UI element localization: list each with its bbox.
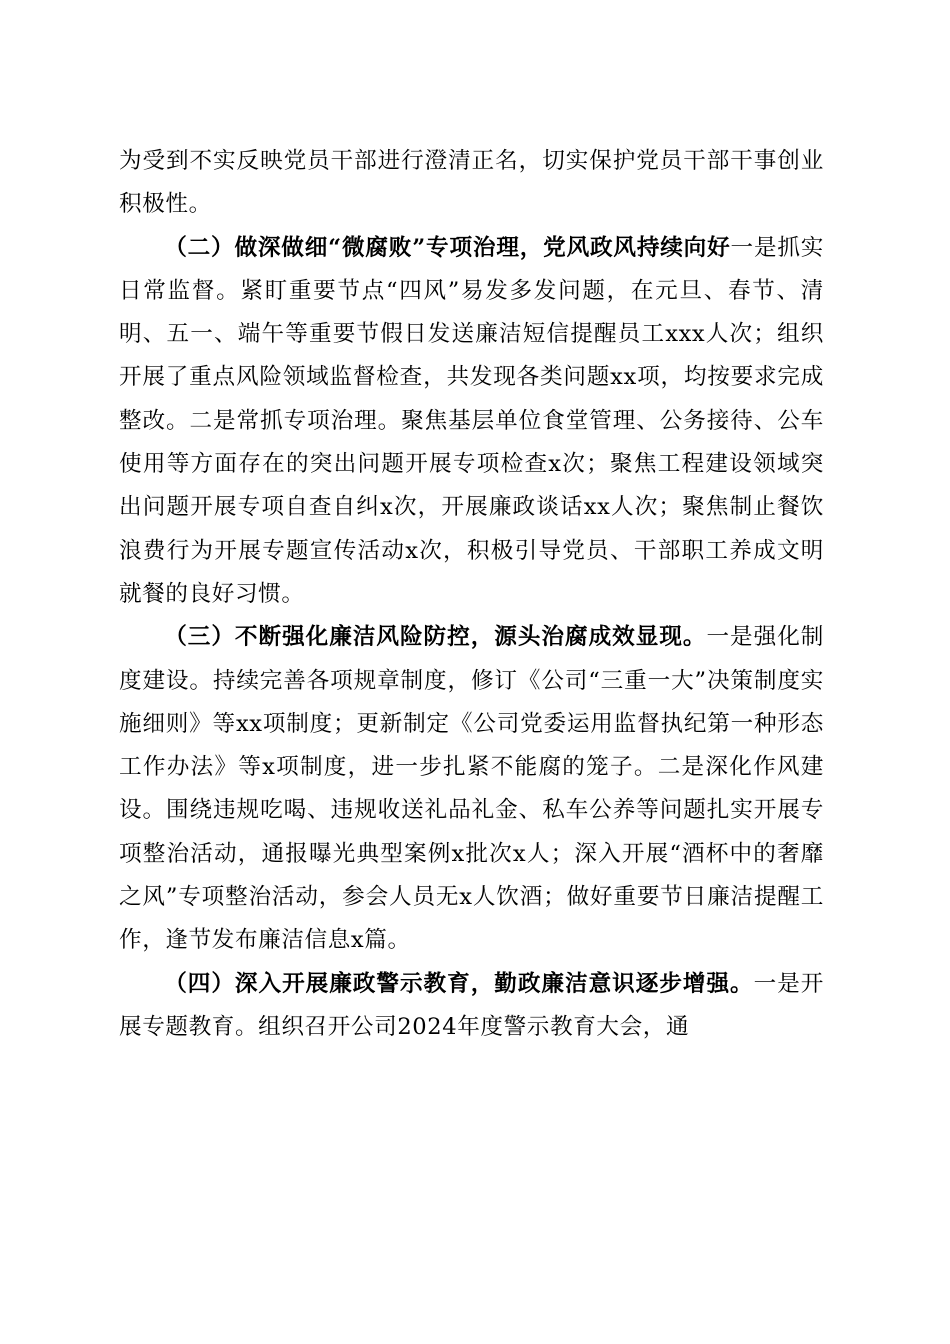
section-heading: （二）做深做细“微腐败”专项治理，党风政风持续向好 [164,234,731,261]
paragraph-section-4 [119,963,824,1050]
paragraph-continuation [119,140,824,227]
paragraph-text: 一是开展专题教育。组织召开公司2024年度警示教育大会，通 [119,970,824,1040]
section-heading: （四）深入开展廉政警示教育，勤政廉洁意识逐步增强。 [164,970,754,997]
document-body [119,140,824,1049]
paragraph-section-3 [119,616,824,962]
paragraph-text: 一是强化制度建设。持续完善各项规章制度，修订《公司“三重一大”决策制度实施细则》等xx项制度；更新制定《公司党委运用监督执纪第一种形态工作办法》等x项制度，进一步扎紧不能腐的笼子。二是深化作风建设。围绕违规吃喝、违规收送礼品礼金、私车公养等问题扎实开展专项整治活动，通报曝光典型案例x批次x人；深入开展“酒杯中的奢靡之风”专项整治活动，参会人员无x人饮酒；做好重要节日廉洁提醒工作，逢节发布廉洁信息x篇。 [119,624,824,954]
paragraph-text: 为受到不实反映党员干部进行澄清正名，切实保护党员干部干事创业积极性。 [119,148,824,218]
paragraph-text: 一是抓实日常监督。紧盯重要节点“四风”易发多发问题，在元旦、春节、清明、五一、端午等重要节假日发送廉洁短信提醒员工xxx人次；组织开展了重点风险领域监督检查，共发现各类问题xx项，均按要求完成整改。二是常抓专项治理。聚焦基层单位食堂管理、公务接待、公车使用等方面存在的突出问题开展专项检查x次；聚焦工程建设领域突出问题开展专项自查自纠x次，开展廉政谈话xx人次；聚焦制止餐饮浪费行为开展专题宣传活动x次，积极引导党员、干部职工养成文明就餐的良好习惯。 [119,234,824,607]
section-heading: （三）不断强化廉洁风险防控，源头治腐成效显现。 [164,624,707,651]
paragraph-section-2 [119,227,824,617]
